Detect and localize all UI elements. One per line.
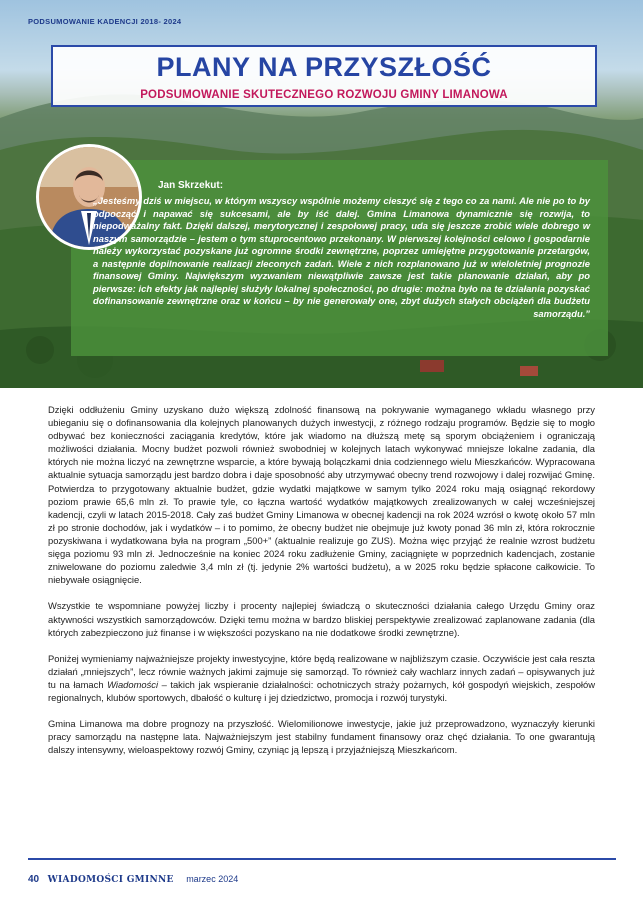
paragraph-3-end: – takich jak wspieranie działalności: ochotniczych straży pożarnych, kół gospodyń wiejskich, zespołów regionalnych, klubów sportowych, dbałość o kulturę i jej dziedzictwo, promocja i rozwój turystyki. xyxy=(48,678,595,704)
article-body xyxy=(48,403,595,770)
paragraph-1: Dzięki oddłużeniu Gminy uzyskano dużo większą zdolność finansową na pokrywanie wymaganego wkładu własnego przy ubieganiu się o dofinansowania dla kolejnych planowanych dużych inwestycji, z różnego rodzaju programów. Będzie się to mogło odbywać bez konieczności zaciągania kredytów, które jak wiadomo na dłuższą metę są sporym obciążeniem i ograniczają możliwości działania. Mocny budżet pozwoli również swobodniej w kolejnych latach wykonywać mniejsze lokalne zadania, dla których nie można liczyć na zewnętrzne wsparcie, a które bywają bolączkami dnia codziennego wielu Mieszkańców. Wypracowana aktualnie sytuacja samorządu jest bardzo dobra i daje sposobność aby utrzymywać obecny trend rozwojowy i dalej rozwijać Gminę. Potwierdza to przygotowany aktualnie budżet, gdzie wydatki majątkowe w samym tylko 2024 roku mają osiągnąć rekordowy poziom prawie 65,6 mln zł. To prawie tyle, co łączna wartość wydatków majątkowych zrealizowanych w całej wcześniejszej kadencji, czyli w latach 2015-2018. Cały zaś budżet Gminy Limanowa w obecnej kadencji na rok 2024 wzrósł o kwotę około 57 mln zł po stronie dochodów, jak i wydatków – i to pomimo, że obecny budżet nie obejmuje już kwoty ponad 36 mln zł, która rokrocznie pozyskiwana i wydatkowana była na program „500+” (aktualnie realizuje go ZUS). Można więc przyjąć że realnie wzrost budżetu sięga poziomu 93 mln zł. Jednocześnie na koniec 2024 roku zadłużenie Gminy, zaciągnięte w poprzednich kadencjach, zostanie zniwelowane do poziomu zaledwie 3,4 mln zł (tj. jedynie 2% wartości budżetu), a w 2025 roku będzie spłacone całkowicie. To niebywałe osiągnięcie. xyxy=(48,404,595,586)
paragraph-3 xyxy=(48,652,595,704)
paragraph-4: Gmina Limanowa ma dobre prognozy na przyszłość. Wielomilionowe inwestycje, jakie już przeprowadzono, wyznaczyły kierunki pracy samorządu na następne lata. Najważniejszym jest stabilny fundament finansowy oraz chęć działania. To one gwarantują dalszy intensywny, wieloaspektowy rozwój Gminy, czyniąc ją lepszą i przyjaźniejszą Mieszkańcom. xyxy=(48,718,595,756)
page-number: 40 xyxy=(28,874,40,885)
quote-text: „Jesteśmy dziś w miejscu, w którym wszyscy wspólnie możemy cieszyć się z tego co za nami. Ale nie po to by odpocząć i napawać się sukcesami, ale by iść dalej. Gmina Limanowa dynamicznie się rozwija, to niepodważalny fakt. Dzięki dalszej, merytorycznej i zespołowej pracy, uda się jeszcze zrobić wiele dobrego w naszym samorządzie – jestem o tym stuprocentowo przekonany. W pierwszej kolejności celowo i gospodarnie należy wykorzystać pozyskane już ogromne środki zewnętrzne, poprzez umiejętne przygotowanie przetargów, a następnie dopilnowanie realizacji zleconych zadań. Wiele z nich rozplanowano już w wieloletniej prognozie finansowej Gminy. Największym wyzwaniem niewątpliwie zawsze jest takie planowanie działań, aby po pierwsze: ich efekty jak najlepiej służyły lokalnej społeczności, po drugie: można było na te działania pozyskać dofinansowanie zewnętrzne oraz w końcu – by nie generowały one, zbyt dużych stałych obciążeń dla budżetu samorządu.” xyxy=(93,195,590,319)
page-title: PLANY NA PRZYSZŁOŚĆ xyxy=(156,52,492,82)
header-photo xyxy=(0,0,643,388)
title-box xyxy=(51,45,597,107)
issue-date: marzec 2024 xyxy=(186,874,239,884)
quote-author: Jan Skrzekut: xyxy=(158,180,224,191)
paragraph-3-start: Poniżej wymieniamy najważniejsze projekty inwestycyjne, które będą realizowane w najbliższym czasie. Oczywiście jest cała reszta działań „mniejszych”, lecz równie ważnych jakimi zajmuje się samorząd. To również cały wachlarz innych zadań – opisywanych już tu na łamach xyxy=(48,652,595,690)
magazine-name: WIADOMOŚCI GMINNE xyxy=(47,875,174,885)
magazine-reference: Wiadomości xyxy=(107,678,159,690)
page-subtitle: PODSUMOWANIE SKUTECZNEGO ROZWOJU GMINY LIMANOWA xyxy=(140,89,508,101)
section-label: PODSUMOWANIE KADENCJI 2018- 2024 xyxy=(28,17,182,26)
page-footer xyxy=(28,874,238,885)
footer-divider xyxy=(28,858,616,860)
paragraph-2: Wszystkie te wspomniane powyżej liczby i procenty najlepiej świadczą o skuteczności działania całego Urzędu Gminy oraz aktywności wszystkich samorządowców. Dzięki temu można w bardzo bliskiej perspektywie zrealizować zaplanowane zadania (dla których zabezpieczono już finanse i w większości pozyskano na nie dodatkowe środki zewnętrzne). xyxy=(48,600,595,638)
